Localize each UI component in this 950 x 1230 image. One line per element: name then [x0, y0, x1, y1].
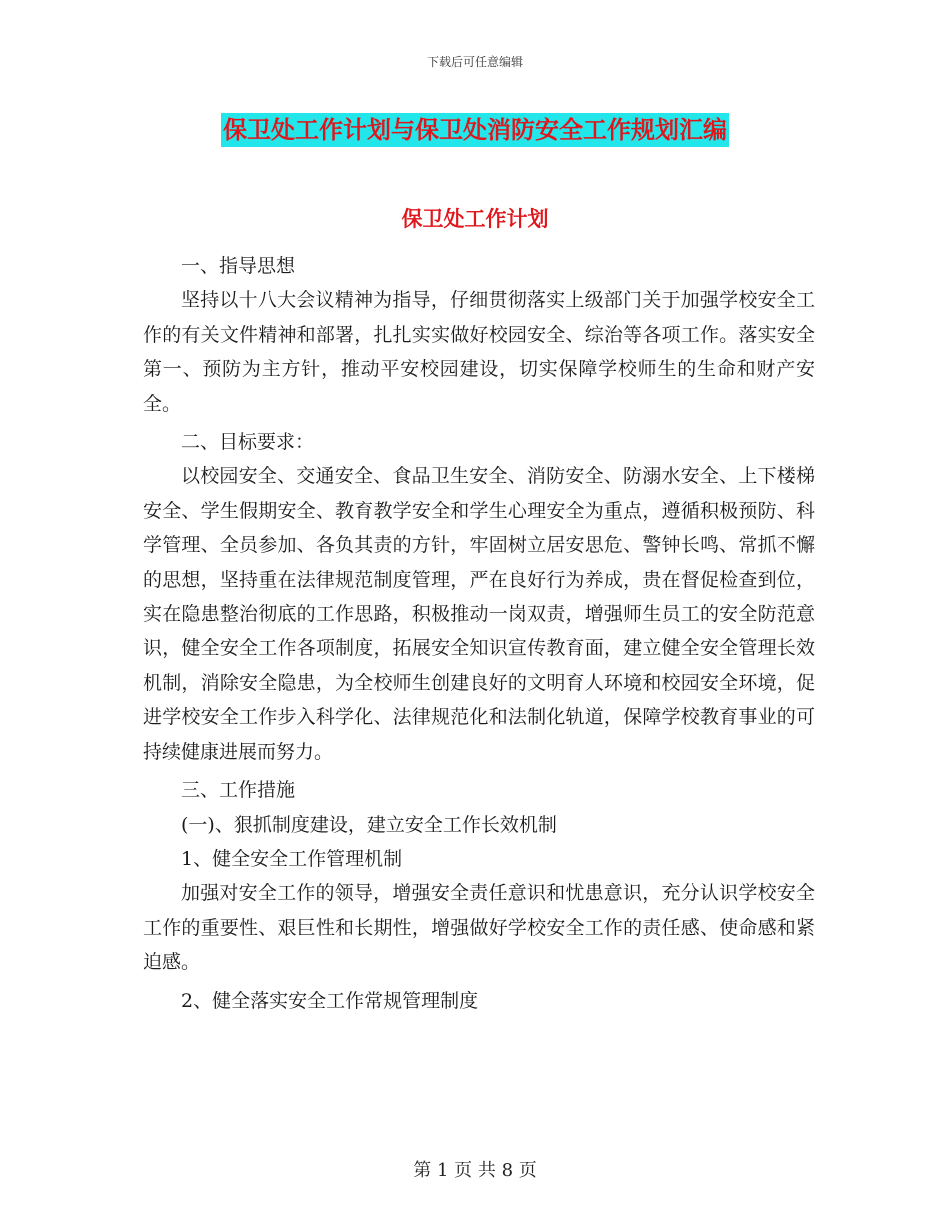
header-note: 下载后可任意编辑 [426, 55, 523, 69]
subheading-system-building: (一)、狠抓制度建设，建立安全工作长效机制 [181, 813, 557, 836]
main-title-container [0, 113, 950, 147]
paragraph-goals: 以校园安全、交通安全、食品卫生安全、消防安全、防溺水安全、上下楼梯安全、学生假期安全、教育教学安全和学生心理安全为重点，遵循积极预防、科学管理、全员参加、各负其责的方针，牢固树立居安思危、警钟长鸣、常抓不懈的思想，坚持重在法律规范制度管理，严在良好行为养成，贵在督促检查到位，实在隐患整治彻底的工作思路，积极推动一岗双责，增强师生员工的安全防范意识，健全安全工作各项制度，拓展安全知识宣传教育面，建立健全安全管理长效机制，消除安全隐患，为全校师生创建良好的文明育人环境和校园安全环境，促进学校安全工作步入科学化、法律规范化和法制化轨道，保障学校教育事业的可持续健康进展而努力。 [143, 465, 815, 763]
heading-guiding-ideology: 一、指导思想 [181, 255, 296, 277]
subheading-management-mechanism: 1、健全安全工作管理机制 [181, 847, 403, 870]
page-footer: 第 1 页 共 8 页 [413, 1160, 537, 1181]
paragraph-guiding-ideology: 坚持以十八大会议精神为指导，仔细贯彻落实上级部门关于加强学校安全工作的有关文件精神和部署，扎扎实实做好校园安全、综治等各项工作。落实安全第一、预防为主方针，推动平安校园建设，切实保障学校师生的生命和财产安全。 [143, 289, 815, 415]
section-title: 保卫处工作计划 [401, 206, 549, 231]
document-body [143, 249, 815, 1018]
heading-goals: 二、目标要求： [181, 431, 315, 454]
paragraph-leadership: 加强对安全工作的领导，增强安全责任意识和忧患意识，充分认识学校安全工作的重要性、艰巨性和长期性，增强做好学校安全工作的责任感、使命感和紧迫感。 [143, 882, 815, 974]
main-title: 保卫处工作计划与保卫处消防安全工作规划汇编 [221, 113, 729, 147]
heading-measures: 三、工作措施 [181, 779, 296, 802]
subheading-routine-management: 2、健全落实安全工作常规管理制度 [181, 989, 479, 1012]
